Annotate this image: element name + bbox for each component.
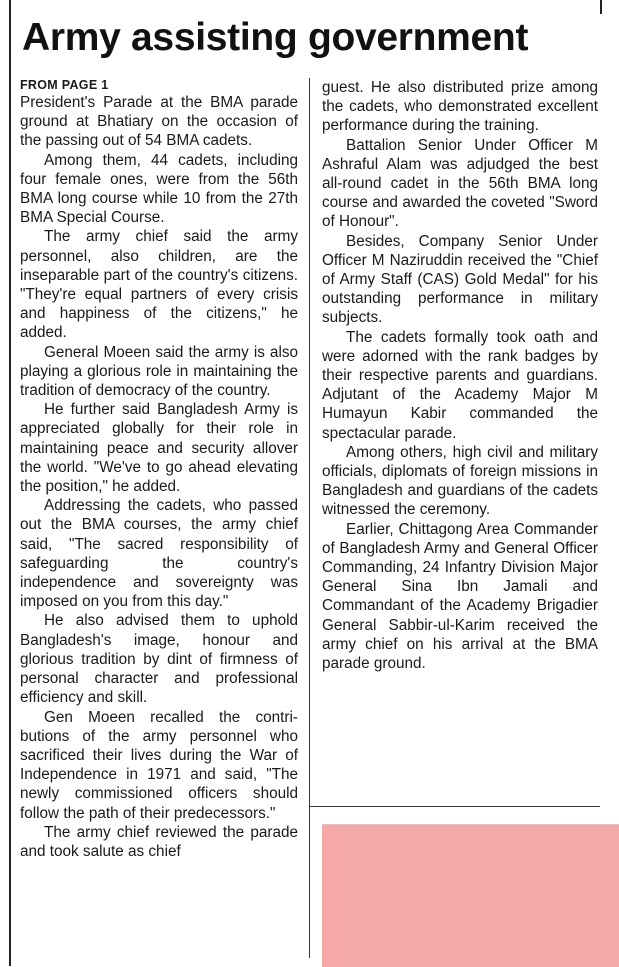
article-end-rule <box>310 806 600 807</box>
ad-placeholder-box <box>322 824 619 967</box>
paragraph: Earlier, Chittagong Area Commander of Bangladesh Army and General Officer Commanding, 24 Infantry Division Major General Sina Ibn Jamali and Commandant of the Academy Brigadier General Sabbir-ul-Karim received the army chief on his arrival at the BMA parade ground. <box>322 520 598 673</box>
paragraph: The army chief reviewed the parade and took salute as chief <box>20 823 298 860</box>
article-column-2 <box>322 78 598 673</box>
paragraph: Among them, 44 cadets, including four female ones, were from the 56th BMA long course while 10 from the 27th BMA Special Course. <box>20 151 298 227</box>
paragraph: Addressing the cadets, who passed out the BMA courses, the army chief said, "The sacred responsibility of safeguarding the country's independence and sovereignty was imposed on you from this day." <box>20 497 298 611</box>
paragraph: The army chief said the army personnel, also children, are the inseparable part of the country's citizens. "They're equal partners of every crisis and happiness of the citizens," he added. <box>20 228 298 342</box>
right-top-rule <box>600 0 602 14</box>
paragraph: Among others, high civil and military officials, diplomats of foreign missions in Bangladesh and guardians of the cadets witnessed the ceremony. <box>322 443 598 519</box>
paragraph: The cadets formally took oath and were adorned with the rank badges by their respective parents and guardians. Adjutant of the Academy Major M Humayun Kabir commanded the spectacular parade. <box>322 328 598 442</box>
paragraph: Battalion Senior Under Officer M Ashraful Alam was adjudged the best all-round cadet in the 56th BMA long course and awarded the coveted "Sword of Honour". <box>322 136 598 231</box>
paragraph: Gen Moeen recalled the contributions of the army personnel who sacrificed their lives during the War of Independence in 1971 and said, "The newly commissioned officers should follow the path of their predecessors." <box>20 708 298 822</box>
paragraph: General Moeen said the army is also playing a glorious role in maintaining the tradition of democracy of the country. <box>20 343 298 400</box>
article-column-1 <box>20 78 298 861</box>
paragraph: He further said Bangladesh Army is appreciated globally for their role in maintaining peace and security allover the world. "We've to go ahead elevating the position," he added. <box>20 401 298 496</box>
headline: Army assisting government <box>22 16 529 59</box>
paragraph: guest. He also distributed prize among the cadets, who demonstrated excellent performance during the training. <box>322 79 598 135</box>
paragraph: President's Parade at the BMA parade ground at Bhatiary on the occasion of the passing out of 54 BMA cadets. <box>20 94 298 150</box>
paragraph: He also advised them to uphold Bangladesh's image, honour and glorious tradition by dint of firmness of personal character and professional efficiency and skill. <box>20 612 298 707</box>
paragraph: Besides, Company Senior Under Officer M Naziruddin received the "Chief of Army Staff (CAS) Gold Medal" for his outstanding performance in military subjects. <box>322 232 598 327</box>
left-column-rule <box>9 0 11 966</box>
jump-label: FROM PAGE 1 <box>20 78 109 92</box>
column-divider <box>309 78 310 958</box>
